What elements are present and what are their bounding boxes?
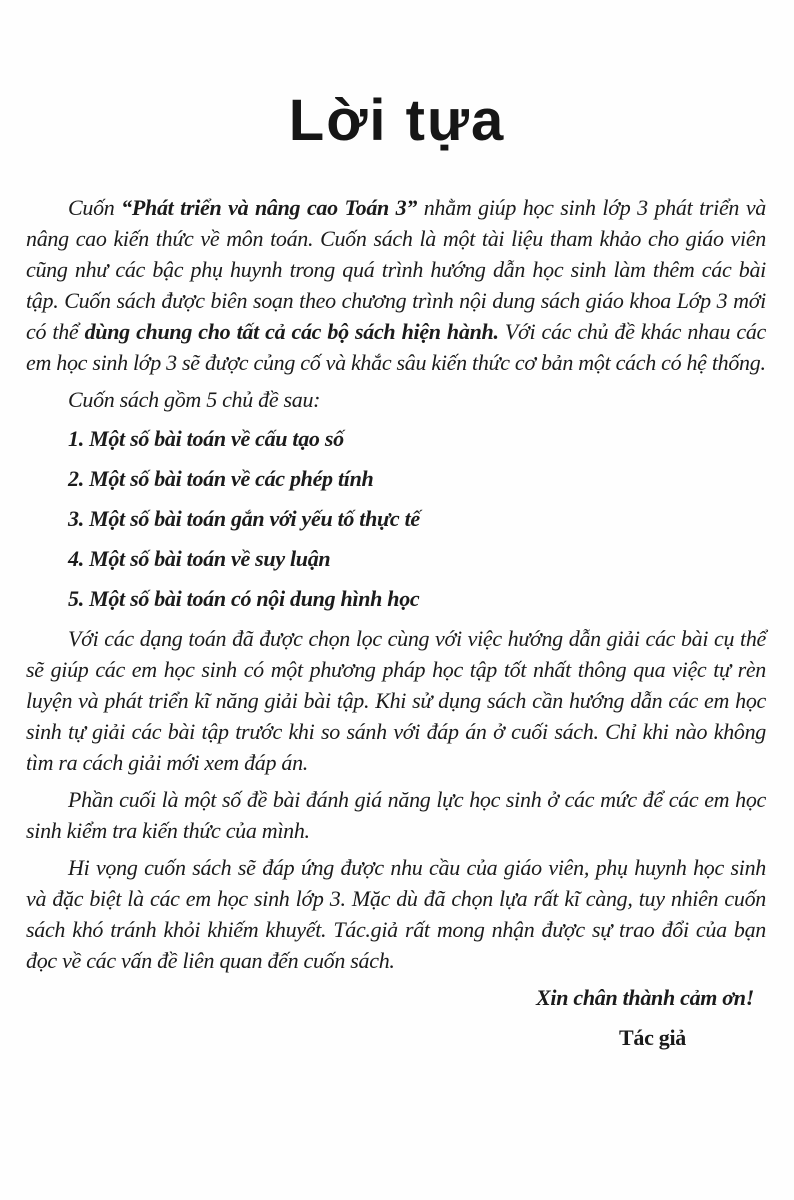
page-title: Lời tựa (288, 88, 506, 153)
topic-list-item (68, 583, 766, 614)
text-run: 5. Một số bài toán có nội dung hình học (68, 586, 420, 611)
text-run: 4. Một số bài toán về suy luận (68, 546, 331, 571)
paragraph (26, 852, 766, 976)
text-run: Cuốn (68, 195, 122, 220)
text-run: Hi vọng cuốn sách sẽ đáp ứng được nhu cầu của giáo viên, phụ huynh học sinh và đặc biệt là các em học sinh lớp 3. Mặc dù đã chọn lựa rất kĩ càng, tuy nhiên cuốn sách khó tránh khỏi khiếm khuyết. Tác.giả rất mong nhận được sự trao đổi của bạn đọc về các vấn đề liên quan đến cuốn sách. (26, 855, 766, 973)
text-run: Tác giả (619, 1025, 686, 1050)
text-run: dùng chung cho tất cả các bộ sách hiện hành. (84, 319, 499, 344)
preface-content (26, 192, 766, 1053)
text-run: nhằm giúp học sinh lớp 3 phát triển và nâng cao kiến thức về môn toán. Cuốn sách là một tài liệu tham khảo cho giáo viên cũng như các bậc phụ huynh trong quá trình hướng dẫn học sinh làm thêm các bài tập. Cuốn sách được biên soạn theo chương trình nội dung sách giáo khoa Lớp 3 mới có thể (26, 195, 766, 344)
paragraph (26, 192, 766, 378)
text-run: 3. Một số bài toán gắn với yếu tố thực tế (68, 506, 420, 531)
text-run: Với các chủ đề khác nhau các em học sinh lớp 3 sẽ được củng cố và khắc sâu kiến thức cơ bản một cách có hệ thống. (26, 319, 766, 375)
text-run: Xin chân thành cảm ơn! (536, 985, 754, 1010)
text-run: Với các dạng toán đã được chọn lọc cùng với việc hướng dẫn giải các bài cụ thể sẽ giúp các em học sinh có một phương pháp học tập tốt nhất thông qua việc tự rèn luyện và phát triển kĩ năng giải bài tập. Khi sử dụng sách cần hướng dẫn các em học sinh tự giải các bài tập trước khi so sánh với đáp án ở cuối sách. Chỉ khi nào không tìm ra cách giải mới xem đáp án. (26, 626, 766, 775)
text-run: Cuốn sách gồm 5 chủ đề sau: (68, 387, 321, 412)
topic-list-item (68, 503, 766, 534)
topic-list-item (68, 423, 766, 454)
topic-list-item (68, 543, 766, 574)
text-run: “Phát triển và nâng cao Toán 3” (121, 195, 418, 220)
text-run: 1. Một số bài toán về cấu tạo số (68, 426, 344, 451)
paragraph (26, 784, 766, 846)
paragraph (26, 623, 766, 778)
topic-list-item (68, 463, 766, 494)
closing-thanks (26, 982, 754, 1013)
paragraph (26, 384, 766, 415)
text-run: Phần cuối là một số đề bài đánh giá năng lực học sinh ở các mức để các em học sinh kiểm tra kiến thức của mình. (26, 787, 766, 843)
author-signature (26, 1022, 766, 1053)
text-run: 2. Một số bài toán về các phép tính (68, 466, 374, 491)
